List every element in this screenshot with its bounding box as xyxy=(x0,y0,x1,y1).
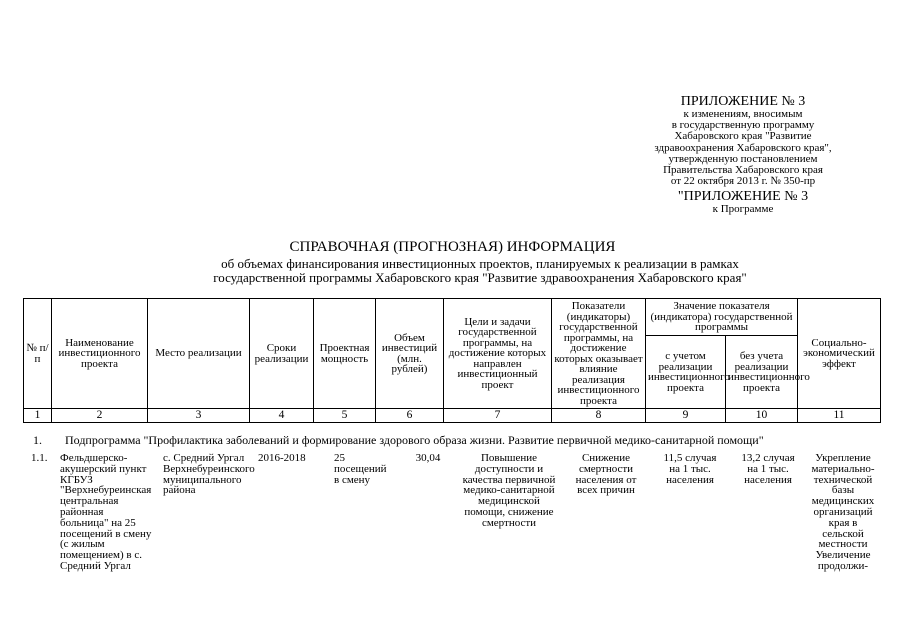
document-subtitle xyxy=(140,257,820,284)
appendix-line: утвержденную постановлением xyxy=(668,152,818,165)
appendix-line: Правительства Хабаровского края xyxy=(663,164,823,177)
subprogram-row xyxy=(33,434,893,447)
row-terms: 2016-2018 xyxy=(258,452,306,464)
row-num: 1.1. xyxy=(31,452,48,464)
row-volume: 30,04 xyxy=(415,452,441,464)
appendix-line: Хабаровского края "Развитие xyxy=(674,130,812,143)
column-number: 10 xyxy=(726,409,798,423)
document-title: СПРАВОЧНАЯ (ПРОГНОЗНАЯ) ИНФОРМАЦИЯ xyxy=(289,239,616,255)
column-number: 1 xyxy=(24,409,52,423)
header-capacity: Проектная мощность xyxy=(314,299,376,409)
row-effect: Укрепление материально-технической базы медицинских организаций края в сельской местности Увеличение продолжи- xyxy=(811,452,875,572)
subtitle-line-2: государственной программы Хабаровского края "Развитие здравоохранения Хабаровского края" xyxy=(213,269,747,285)
appendix-line: от 22 октября 2013 г. № 350-пр xyxy=(670,175,816,188)
row-with-project: 11,5 случая на 1 тыс. населения xyxy=(663,452,717,486)
row-place: с. Средний Ургал Верхнебуреинского муниципального района xyxy=(163,452,255,497)
appendix-line: в государственную программу xyxy=(671,119,815,132)
column-number: 11 xyxy=(798,409,881,423)
column-number: 9 xyxy=(646,409,726,423)
appendix-line: к изменениям, вносимым xyxy=(683,108,803,120)
subprogram-num: 1. xyxy=(33,433,42,447)
appendix-line-2: к Программе xyxy=(712,203,774,216)
header-effect: Социально-экономический эффект xyxy=(798,299,881,409)
header-with-project: с учетом реализации инвестиционного проекта xyxy=(646,336,726,409)
header-goals: Цели и задачи государственной программы, на достижение которых направлен инвестиционный проект xyxy=(444,299,552,409)
row-goals: Повышение доступности и качества первичной медико-санитарной медицинской помощи, снижение смертности xyxy=(462,452,556,529)
column-number: 8 xyxy=(552,409,646,423)
row-without-project: 13,2 случая на 1 тыс. населения xyxy=(741,452,795,486)
appendix-line: здравоохранения Хабаровского края", xyxy=(654,141,832,154)
row-name: Фельдшерско-акушерский пункт КГБУЗ "Верхнебуреинская центральная районная больница" на 25 посещений в смену (с жилым помещением) в с. Средний Ургал xyxy=(60,452,152,572)
column-number: 4 xyxy=(250,409,314,423)
header-indicators: Показатели (индикаторы) государственной программы, на достижение которых оказывает влияние реализация инвестиционного проекта xyxy=(552,299,646,409)
header-num: № п/п xyxy=(24,299,52,409)
column-number: 7 xyxy=(444,409,552,423)
header-place: Место реализации xyxy=(148,299,250,409)
header-volume: Объем инвестиций (млн. рублей) xyxy=(376,299,444,409)
column-number: 2 xyxy=(52,409,148,423)
appendix-title-2: "ПРИЛОЖЕНИЕ № 3 xyxy=(677,189,809,205)
subtitle-line-1: об объемах финансирования инвестиционных проектов, планируемых к реализации в рамках xyxy=(221,256,739,271)
header-value-group: Значение показателя (индикатора) государственной программы xyxy=(646,299,798,336)
row-capacity: 25 посещений в смену xyxy=(334,452,387,486)
header-name: Наименование инвестиционного проекта xyxy=(52,299,148,409)
header-terms: Сроки реализации xyxy=(250,299,314,409)
column-number: 6 xyxy=(376,409,444,423)
header-without-project: без учета реализации инвестиционного проекта xyxy=(726,336,798,409)
appendix-block xyxy=(626,94,860,216)
column-number: 3 xyxy=(148,409,250,423)
subprogram-text: Подпрограмма "Профилактика заболеваний и формирование здорового образа жизни. Развитие первичной медико-санитарной помощи" xyxy=(65,433,764,447)
investment-table xyxy=(23,298,881,423)
row-indicators: Снижение смертности населения от всех причин xyxy=(575,452,637,497)
column-number: 5 xyxy=(314,409,376,423)
appendix-title: ПРИЛОЖЕНИЕ № 3 xyxy=(680,94,806,109)
